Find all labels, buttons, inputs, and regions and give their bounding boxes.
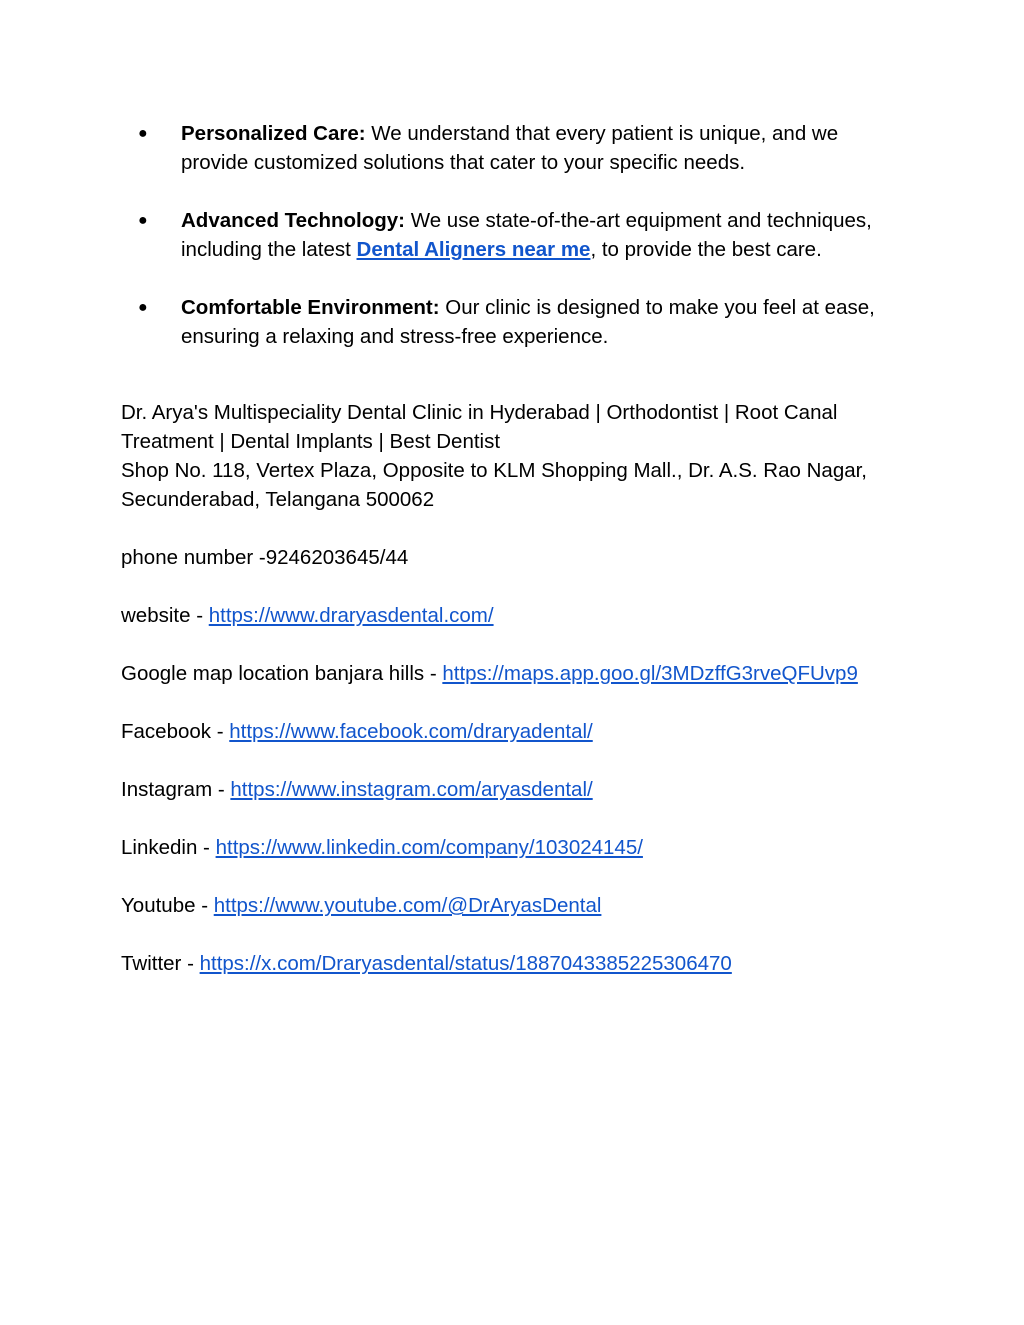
link-label: Youtube -: [121, 894, 214, 917]
youtube-link[interactable]: https://www.youtube.com/@DrAryasDental: [213, 894, 602, 917]
feature-heading: Personalized Care:: [181, 122, 366, 145]
link-label: Instagram -: [121, 778, 231, 801]
spacer: [121, 688, 911, 717]
feature-text: We use state-of-the-art equipment and techniques, including the latest: [181, 209, 872, 261]
facebook-link[interactable]: https://www.facebook.com/draryadental/: [229, 720, 593, 743]
twitter-line: [121, 949, 911, 978]
list-item: [138, 293, 898, 351]
instagram-line: [121, 775, 911, 804]
bullet-icon: ●: [138, 299, 148, 316]
spacer: [121, 746, 911, 775]
linkedin-link[interactable]: https://www.linkedin.com/company/103024145/: [215, 836, 643, 859]
clinic-name: Dr. Arya's Multispeciality Dental Clinic in Hyderabad | Orthodontist | Root Canal Treatment | Dental Implants | Best Dentist: [121, 401, 838, 453]
phone-number: phone number -9246203645/44: [121, 546, 409, 569]
clinic-info: [121, 398, 911, 978]
spacer: [121, 862, 911, 891]
clinic-address: Shop No. 118, Vertex Plaza, Opposite to KLM Shopping Mall., Dr. A.S. Rao Nagar, Secunderabad, Telangana 500062: [121, 459, 868, 511]
bullet-icon: ●: [138, 125, 148, 142]
linkedin-line: [121, 833, 911, 862]
twitter-link[interactable]: https://x.com/Draryasdental/status/1887043385225306470: [199, 952, 732, 975]
list-item: [138, 119, 898, 177]
map-line: [121, 659, 911, 688]
spacer: [121, 514, 911, 543]
link-label: Twitter -: [121, 952, 200, 975]
spacer: [121, 804, 911, 833]
dental-aligners-link[interactable]: Dental Aligners near me: [356, 238, 591, 261]
feature-heading: Advanced Technology:: [181, 209, 406, 232]
youtube-line: [121, 891, 911, 920]
instagram-link[interactable]: https://www.instagram.com/aryasdental/: [230, 778, 593, 801]
feature-heading: Comfortable Environment:: [181, 296, 440, 319]
feature-text: , to provide the best care.: [590, 238, 822, 261]
spacer: [121, 920, 911, 949]
bullet-icon: ●: [138, 212, 148, 229]
link-label: Linkedin -: [121, 836, 216, 859]
website-line: [121, 601, 911, 630]
link-label: Google map location banjara hills -: [121, 662, 443, 685]
features-list: [138, 119, 898, 380]
link-label: website -: [121, 604, 209, 627]
list-item: [138, 206, 898, 264]
link-label: Facebook -: [121, 720, 230, 743]
feature-text: We understand that every patient is unique, and we provide customized solutions that cater to your specific needs.: [181, 122, 839, 174]
feature-text: Our clinic is designed to make you feel at ease, ensuring a relaxing and stress-free experience.: [181, 296, 875, 348]
spacer: [121, 630, 911, 659]
spacer: [121, 572, 911, 601]
facebook-line: [121, 717, 911, 746]
website-link[interactable]: https://www.draryasdental.com/: [208, 604, 494, 627]
map-link[interactable]: https://maps.app.goo.gl/3MDzffG3rveQFUvp9: [442, 662, 858, 685]
